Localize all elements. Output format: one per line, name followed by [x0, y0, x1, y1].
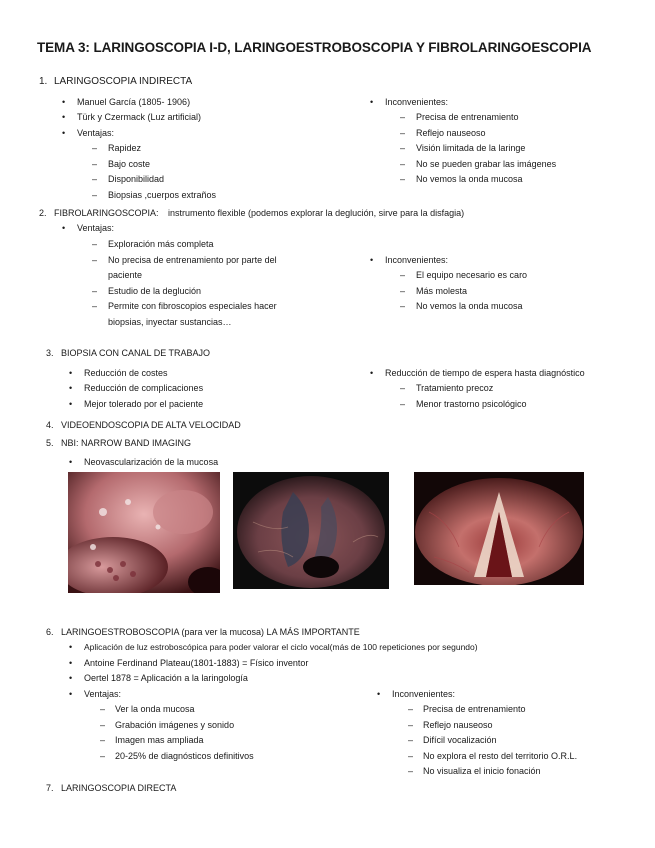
- s6-ventajas-label: Ventajas:: [84, 689, 122, 699]
- bullet: •: [370, 368, 374, 378]
- dash: –: [400, 383, 406, 393]
- s2-ventaja-3: Estudio de la deglución: [108, 286, 202, 296]
- section-2-description: instrumento flexible (podemos explorar la deglución, sirve para la disfagia): [168, 208, 465, 218]
- s2-inconv-1: El equipo necesario es caro: [416, 270, 528, 280]
- endoscopy-image-3: [414, 472, 584, 585]
- s1-item-1: Manuel García (1805- 1906): [77, 97, 191, 107]
- dash: –: [92, 301, 98, 311]
- s6-item-1: Aplicación de luz estroboscópica para poder valorar el ciclo vocal(más de 100 repeticiones por segundo): [84, 642, 478, 652]
- s3-item-2: Reducción de complicaciones: [84, 383, 204, 393]
- s1-inconv-5: No vemos la onda mucosa: [416, 174, 523, 184]
- dash: –: [92, 174, 98, 184]
- s1-ventaja-4: Biopsias ,cuerpos extraños: [108, 190, 217, 200]
- dash: –: [408, 735, 414, 745]
- bullet: •: [62, 97, 66, 107]
- s5-item: Neovascularización de la mucosa: [84, 457, 219, 467]
- bullet: •: [370, 97, 374, 107]
- bullet: •: [69, 457, 73, 467]
- section-1-heading: LARINGOSCOPIA INDIRECTA: [54, 76, 193, 87]
- bullet: •: [377, 689, 381, 699]
- section-2-heading: FIBROLARINGOSCOPIA:: [54, 208, 159, 218]
- s2-inconvenientes-label: Inconvenientes:: [385, 255, 449, 265]
- dash: –: [92, 143, 98, 153]
- dash: –: [400, 286, 406, 296]
- s6-item-3: Oertel 1878 = Aplicación a la laringología: [84, 673, 248, 683]
- dash: –: [400, 128, 406, 138]
- dash: –: [400, 143, 406, 153]
- dash: –: [92, 159, 98, 169]
- s6-inconv-3: Difícil vocalización: [423, 735, 497, 745]
- dash: –: [100, 751, 106, 761]
- dash: –: [400, 174, 406, 184]
- dash: –: [408, 766, 414, 776]
- dash: –: [92, 286, 98, 296]
- s3-item-1: Reducción de costes: [84, 368, 168, 378]
- s1-inconv-4: No se pueden grabar las imágenes: [416, 159, 557, 169]
- dash: –: [408, 720, 414, 730]
- s1-item-2: Türk y Czermack (Luz artificial): [77, 112, 202, 122]
- s2-ventaja-4-cont: biopsias, inyectar sustancias…: [108, 317, 232, 327]
- dash: –: [92, 255, 98, 265]
- endoscopy-image-1: [68, 472, 220, 593]
- s3-right-sub-2: Menor trastorno psicológico: [416, 399, 527, 409]
- dash: –: [100, 735, 106, 745]
- bullet: •: [370, 255, 374, 265]
- bullet: •: [69, 658, 73, 668]
- dash: –: [408, 704, 414, 714]
- dash: –: [100, 704, 106, 714]
- s6-ventaja-3: Imagen mas ampliada: [115, 735, 204, 745]
- s2-ventaja-4: Permite con fibroscopios especiales hacer: [108, 301, 277, 311]
- dash: –: [100, 720, 106, 730]
- document-title: TEMA 3: LARINGOSCOPIA I-D, LARINGOESTROBOSCOPIA Y FIBROLARINGOESCOPIA: [37, 40, 592, 55]
- section-4-number: 4.: [46, 420, 54, 430]
- dash: –: [92, 190, 98, 200]
- bullet: •: [62, 112, 66, 122]
- dash: –: [400, 159, 406, 169]
- s6-ventaja-2: Grabación imágenes y sonido: [115, 720, 235, 730]
- s1-ventajas-label: Ventajas:: [77, 128, 115, 138]
- s6-inconv-2: Reflejo nauseoso: [423, 720, 493, 730]
- bullet: •: [69, 673, 73, 683]
- s3-item-3: Mejor tolerado por el paciente: [84, 399, 204, 409]
- s1-ventaja-3: Disponibilidad: [108, 174, 165, 184]
- bullet: •: [62, 223, 66, 233]
- s2-ventaja-2-cont: paciente: [108, 270, 143, 280]
- s3-right-item: Reducción de tiempo de espera hasta diagnóstico: [385, 368, 585, 378]
- section-5-heading: NBI: NARROW BAND IMAGING: [61, 438, 192, 448]
- s1-inconv-1: Precisa de entrenamiento: [416, 112, 519, 122]
- section-3-number: 3.: [46, 348, 54, 358]
- s6-inconvenientes-label: Inconvenientes:: [392, 689, 456, 699]
- s1-inconvenientes-label: Inconvenientes:: [385, 97, 449, 107]
- s6-inconv-5: No visualiza el inicio fonación: [423, 766, 541, 776]
- s2-ventaja-1: Exploración más completa: [108, 239, 214, 249]
- section-4-heading: VIDEOENDOSCOPIA DE ALTA VELOCIDAD: [61, 420, 241, 430]
- s1-inconv-2: Reflejo nauseoso: [416, 128, 486, 138]
- s6-inconv-1: Precisa de entrenamiento: [423, 704, 526, 714]
- endoscopy-image-2: [233, 472, 389, 589]
- dash: –: [400, 112, 406, 122]
- s6-ventaja-1: Ver la onda mucosa: [115, 704, 195, 714]
- section-7-number: 7.: [46, 783, 54, 793]
- dash: –: [400, 399, 406, 409]
- section-3-heading: BIOPSIA CON CANAL DE TRABAJO: [61, 348, 211, 358]
- s2-inconv-2: Más molesta: [416, 286, 468, 296]
- s1-inconv-3: Visión limitada de la laringe: [416, 143, 526, 153]
- section-1-number: 1.: [39, 76, 48, 87]
- bullet: •: [69, 399, 73, 409]
- bullet: •: [69, 689, 73, 699]
- section-6-number: 6.: [46, 627, 54, 637]
- s2-ventaja-2: No precisa de entrenamiento por parte del: [108, 255, 277, 265]
- dash: –: [400, 270, 406, 280]
- s3-right-sub-1: Tratamiento precoz: [416, 383, 494, 393]
- s1-ventaja-2: Bajo coste: [108, 159, 151, 169]
- bullet: •: [69, 642, 73, 652]
- s6-item-2: Antoine Ferdinand Plateau(1801-1883) = Físico inventor: [84, 658, 309, 668]
- section-2-number: 2.: [39, 208, 47, 218]
- s6-inconv-4: No explora el resto del territorio O.R.L.: [423, 751, 578, 761]
- dash: –: [92, 239, 98, 249]
- s6-ventaja-4: 20-25% de diagnósticos definitivos: [115, 751, 254, 761]
- bullet: •: [69, 368, 73, 378]
- s2-ventajas-label: Ventajas:: [77, 223, 115, 233]
- section-7-heading: LARINGOSCOPIA DIRECTA: [61, 783, 177, 793]
- section-6-heading: LARINGOESTROBOSCOPIA (para ver la mucosa) LA MÁS IMPORTANTE: [61, 627, 360, 637]
- section-5-number: 5.: [46, 438, 54, 448]
- bullet: •: [69, 383, 73, 393]
- dash: –: [408, 751, 414, 761]
- dash: –: [400, 301, 406, 311]
- s1-ventaja-1: Rapidez: [108, 143, 142, 153]
- s2-inconv-3: No vemos la onda mucosa: [416, 301, 523, 311]
- bullet: •: [62, 128, 66, 138]
